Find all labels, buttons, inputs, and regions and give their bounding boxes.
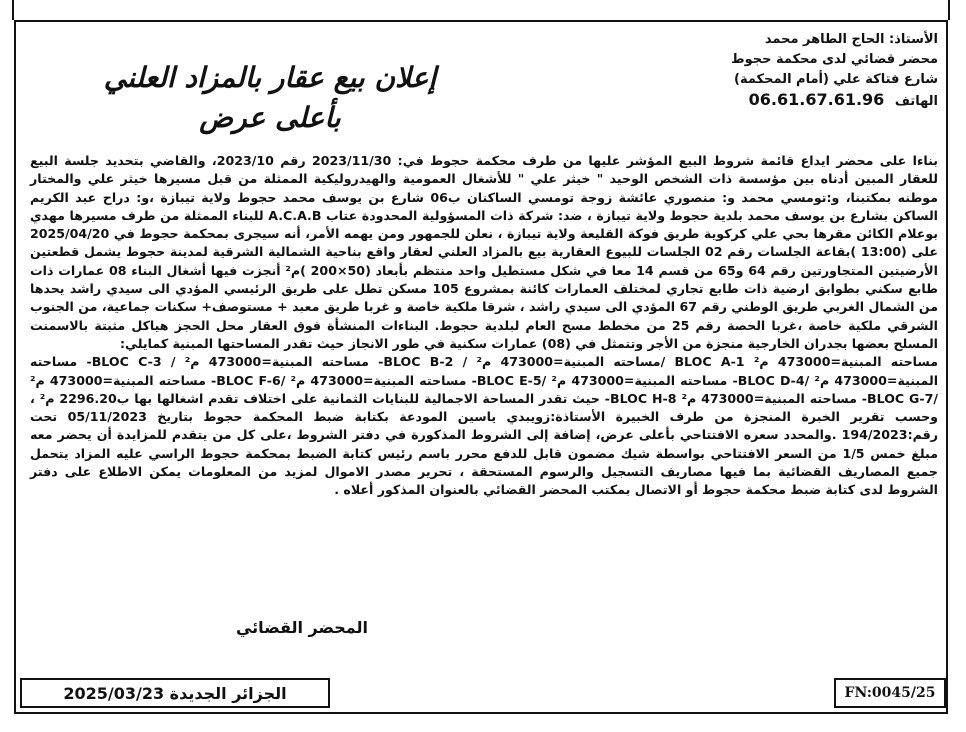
newspaper-source-box [20, 678, 330, 708]
signature-line: المحضر القضائي [235, 618, 368, 637]
headline-line-2: بأعلى عرض [199, 101, 341, 134]
fn-reference-box [834, 678, 946, 708]
top-right-edge [948, 0, 966, 20]
body-paragraph-2: مساحته المبنية=473000 م² BLOC A-1 /مساحته المبنية=473000 م² / BLOC B-2- مساحته المبنية=473000 م² / BLOC C-3- مساحته المبنية=473000 م² /BLOC D-4- مساحته المبنية=473000 م² /BLOC E-5- مساحته المبنية=473000 م² /BLOC F-6- مساحته المبنية=473000 م² /BLOC G-7- مساحته المبنية=473000 م² BLOC H-8- حيث تقدر المساحة الاجمالية للبنايات الثمانية على اختلاف تقدم اشغالها بها ب2296.20 م² ، وحسب تقرير الخبرة المنجزة من طرف الخبيرة الأستاذة:زويبدي ياسين المودعة بكتابة ضبط المحكمة حجوط بتاريخ 05/11/2023 تحت رقم:194/2023 .والمحدد سعره الافتتاحي بأعلى عرض، إضافة إلى الشروط المذكورة في دفتر الشروط ،على كل من يتقدم للمزايدة أن يحضر معه مبلغ خمس 1/5 من السعر الافتتاحي بواسطة شيك مضمون قابل للدفع محرر باسم رئيس كتابة الضبط بمحكمة حجوط الراسي عليه المزاد يتحمل جميع المصاريف القضائية بما فيها مصاريف التسجيل والرسوم المستحقة ، تحرير مصدر الاموال لمزيد من المعلومات يمكن الاطلاع على دفتر الشروط لدى كتابة ضبط محكمة حجوط أو الاتصال بمكتب المحضر القضائي بالعنوان المذكور أعلاه . [30, 354, 939, 498]
bailiff-contact-block [578, 30, 938, 112]
newspaper-source: الجزائر الجديدة 2025/03/23 [63, 683, 287, 703]
notice-headline [40, 58, 500, 138]
headline-line-1: إعلان بيع عقار بالمزاد العلني [103, 61, 437, 94]
top-left-edge [0, 0, 14, 20]
bailiff-address: شارع فتاكة علي (أمام المحكمة) [734, 72, 938, 87]
notice-body [30, 152, 938, 500]
body-paragraph-1: بناءا على محضر ايداع قائمة شروط البيع المؤشر عليها من طرف محكمة حجوط في: 2023/11/30 رقم 2023/10، والقاضي بتحديد جلسة البيع للعقار المبين أدناه بين مؤسسة ذات الشخص الوحيد " خيثر علي " للأشغال العمومية والهيدروليكية الممثلة من قبل مسيرها خيثر علي والمختار موطنه بمكتبنا، و:تومسي محمد و: منصوري عائشة زوجة تومسي الساكنان ب06 شارع بن يوسف محمد حجوط ولاية تيبازة ،و: دراح عبد الكريم الساكن بشارع بن يوسف محمد بلدية حجوط ولاية تيبازة ، ضد: شركة ذات المسؤولية المحدودة عتاب A.C.A.B للبناء الممثلة من طرف مسيرها مهدي بوعلام الكائن مقرها بحي علي كركوية طريق فوكة القليعة ولاية تيبازة ، نعلن للجمهور ومن يهمه الأمر، أنه سيجرى بمحكمة حجوط في 2025/04/20 على (13:00 )بقاعة الجلسات رقم 02 الجلسات للبيوع العقارية بيع بالمزاد العلني لعقار واقع بناحية الشمالية الشرقية لمدينة حجوط يشمل قطعتين الأرضيتين المتجاورتين رقم 64 و65 من قسم 14 معا في شكل مستطيل واحد منتظم بأبعاد (50×200 )م² أنجزت فيها أشغال البناء 08 عمارات ذات طابع سكني بطوابق ارضية ذات طابع تجاري لمختلف العمارات كائنة بمشروع 105 مسكن تطل على طريق الرئيسي المؤدي الى سيدي راشد يحدها من الشمال الغربي طريق الوطني رقم 67 المؤدي الى سيدي راشد ، شرقا ملكية خاصة و غربا طريق معبد + مستوصف+ سكنات جماعية، من الجنوب الشرقي ملكية خاصة ،غربا الحصة رقم 25 من مخطط مسح العام لبلدية حجوط. البناءات المنشأة فوق العقار محل الحجز هياكل مثبتة بالاسمنت المسلح بعضها بجدران الخارجية منجزة من الأجر وتتمثل في (08) عمارات سكنية في طور الانجاز حيث تقدر المساحتها المبنية كمايلي: [30, 153, 938, 351]
bailiff-phone-line [578, 90, 938, 112]
bailiff-name: الأستاذ: الحاج الطاهر محمد [764, 32, 938, 47]
phone-number: 06.61.67.61.96 [748, 90, 885, 109]
phone-label: الهاتف [894, 94, 938, 109]
fn-reference: FN:0045/25 [844, 685, 936, 701]
bailiff-title: محضر قضائي لدى محكمة حجوط [731, 52, 938, 67]
